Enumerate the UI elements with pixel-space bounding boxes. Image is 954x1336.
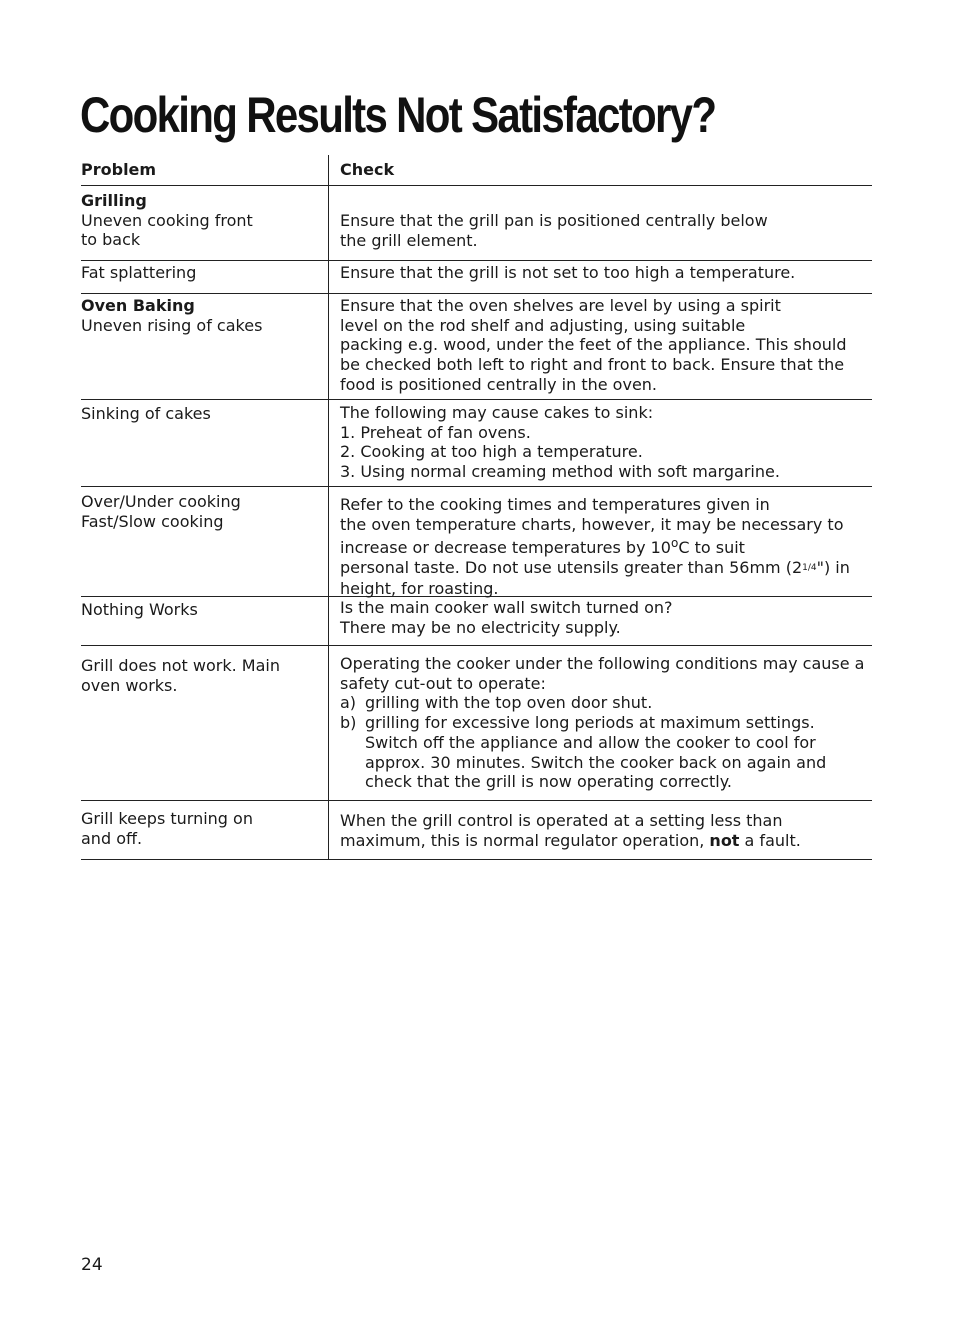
list-label: a)	[340, 693, 357, 713]
header-check: Check	[340, 160, 395, 179]
list-item	[340, 713, 864, 733]
fraction: 1/4	[802, 563, 817, 574]
row-divider	[81, 293, 872, 294]
check-line: Ensure that the grill is not set to too high a temperature.	[340, 263, 796, 282]
row-divider	[81, 859, 872, 860]
check-line: The following may cause cakes to sink:	[340, 403, 654, 422]
row-divider	[81, 645, 872, 646]
check-line: level on the rod shelf and adjusting, using suitable	[340, 315, 746, 335]
problem-cell	[81, 600, 198, 620]
header-problem: Problem	[81, 160, 157, 179]
check-cell	[340, 211, 768, 250]
problem-line: to back	[81, 230, 141, 250]
check-line: Refer to the cooking times and temperatures given in	[340, 495, 770, 514]
problem-heading: Grilling	[81, 191, 147, 210]
problem-heading: Oven Baking	[81, 296, 195, 315]
problem-line: Grill does not work. Main	[81, 656, 280, 675]
check-text: C to suit	[678, 538, 745, 558]
check-line: Operating the cooker under the following conditions may cause a	[340, 654, 865, 673]
check-line	[340, 831, 801, 851]
check-line: approx. 30 minutes. Switch the cooker back on again and	[365, 752, 827, 772]
degree-symbol: o	[670, 536, 679, 551]
list-text: grilling for excessive long periods at maximum settings.	[365, 713, 815, 733]
problem-line: and off.	[81, 828, 143, 848]
check-line: packing e.g. wood, under the feet of the appliance. This should	[340, 335, 847, 355]
check-cell	[340, 811, 801, 850]
problem-cell	[81, 191, 253, 250]
problem-cell	[81, 656, 280, 695]
check-line: safety cut-out to operate:	[340, 673, 546, 693]
list-text: grilling with the top oven door shut.	[365, 693, 653, 713]
problem-line: Uneven rising of cakes	[81, 315, 263, 335]
page-number: 24	[81, 1255, 103, 1275]
check-text: personal taste. Do not use utensils greater than 56mm (2	[340, 558, 803, 578]
problem-line: Fat splattering	[81, 263, 197, 282]
check-text: maximum, this is normal regulator operation,	[340, 830, 710, 850]
row-divider	[81, 399, 872, 400]
check-cell	[340, 495, 850, 599]
check-cell	[340, 598, 673, 637]
check-line: Ensure that the grill pan is positioned centrally below	[340, 211, 768, 230]
check-text: increase or decrease temperatures by 10	[340, 538, 671, 558]
check-line: Switch off the appliance and allow the cooker to cool for	[365, 732, 816, 752]
problem-line: Over/Under cooking	[81, 492, 241, 511]
check-line: check that the grill is now operating correctly.	[365, 772, 732, 792]
problem-line: Fast/Slow cooking	[81, 511, 224, 531]
problem-cell	[81, 263, 196, 283]
problem-line: oven works.	[81, 675, 178, 695]
check-line: There may be no electricity supply.	[340, 617, 621, 637]
check-cell	[340, 654, 864, 792]
check-cell	[340, 263, 795, 283]
header-rule	[81, 185, 872, 186]
check-line: 2. Cooking at too high a temperature.	[340, 442, 643, 462]
check-line: Ensure that the oven shelves are level by using a spirit	[340, 296, 781, 315]
check-text: ") in	[816, 558, 850, 578]
page-title: Cooking Results Not Satisfactory?	[80, 87, 716, 143]
problem-cell	[81, 296, 262, 335]
problem-line: Sinking of cakes	[81, 404, 211, 423]
problem-line: Uneven cooking front	[81, 210, 253, 230]
check-line: Is the main cooker wall switch turned on?	[340, 598, 673, 617]
bold-text: not	[709, 830, 740, 850]
check-line: be checked both left to right and front to back. Ensure that the	[340, 355, 845, 375]
problem-cell	[81, 809, 253, 848]
problem-cell	[81, 492, 241, 531]
row-divider	[81, 800, 872, 801]
check-line: When the grill control is operated at a setting less than	[340, 811, 783, 830]
row-divider	[81, 260, 872, 261]
check-line: food is positioned centrally in the oven.	[340, 374, 658, 394]
check-line: 3. Using normal creaming method with soft margarine.	[340, 462, 780, 482]
check-line	[340, 534, 850, 558]
check-line	[340, 558, 850, 579]
check-line: 1. Preheat of fan ovens.	[340, 422, 531, 442]
list-label: b)	[340, 713, 357, 733]
check-cell	[340, 296, 846, 395]
problem-cell	[81, 404, 211, 424]
check-line: height, for roasting.	[340, 578, 499, 598]
list-item	[340, 693, 864, 713]
problem-line: Grill keeps turning on	[81, 809, 253, 828]
check-cell	[340, 403, 780, 482]
check-line: the oven temperature charts, however, it may be necessary to	[340, 514, 844, 534]
check-text: a fault.	[739, 830, 801, 850]
problem-line: Nothing Works	[81, 600, 198, 619]
check-line: the grill element.	[340, 230, 478, 250]
row-divider	[81, 486, 872, 487]
